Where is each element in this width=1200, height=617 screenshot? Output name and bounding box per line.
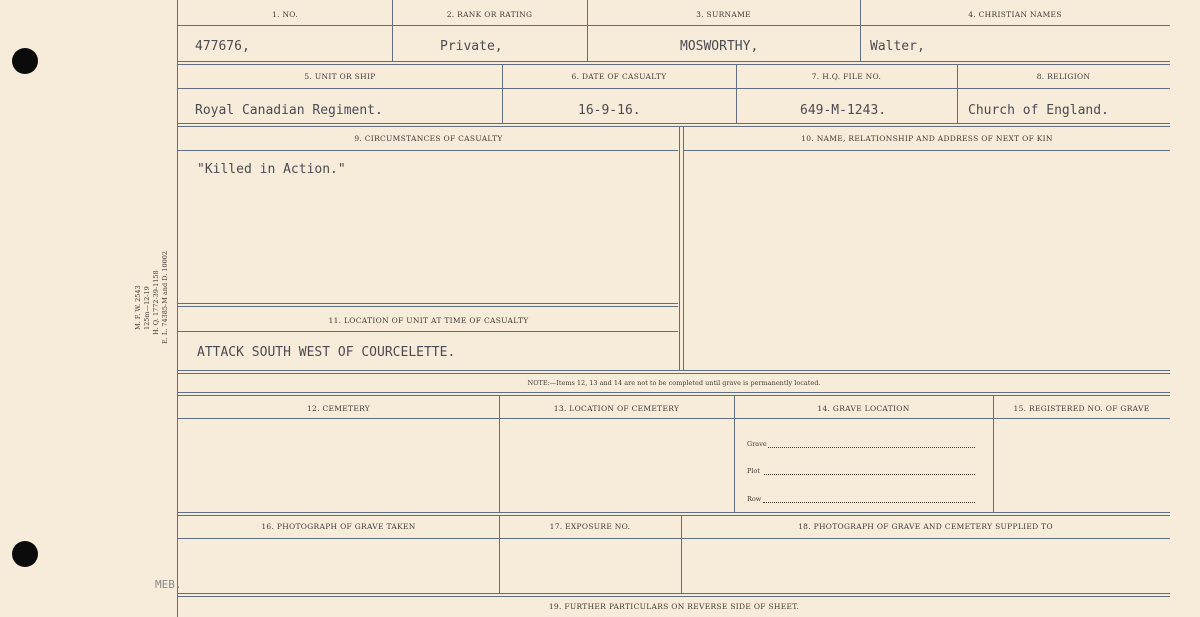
label-further-particulars: 19. FURTHER PARTICULARS ON REVERSE SIDE OF SHEET. bbox=[548, 602, 800, 611]
divider bbox=[993, 396, 994, 512]
rule bbox=[178, 392, 1170, 396]
divider bbox=[734, 396, 735, 512]
plot-line bbox=[764, 474, 975, 475]
rule bbox=[178, 25, 1170, 26]
rule bbox=[178, 331, 678, 332]
value-file-no: 649-M-1243. bbox=[800, 103, 887, 118]
value-christian-names: Walter, bbox=[870, 39, 925, 54]
label-photograph-taken: 16. PHOTOGRAPH OF GRAVE TAKEN bbox=[261, 522, 416, 531]
rule bbox=[178, 370, 1170, 374]
rule bbox=[178, 61, 1170, 65]
grave-label: Grave bbox=[747, 440, 767, 448]
label-location-of-cemetery: 13. LOCATION OF CEMETERY bbox=[553, 404, 680, 413]
label-christian-names: 4. CHRISTIAN NAMES bbox=[968, 10, 1062, 19]
value-rank: Private, bbox=[440, 39, 503, 54]
label-religion: 8. RELIGION bbox=[1036, 72, 1091, 81]
value-no: 477676, bbox=[195, 39, 250, 54]
rule bbox=[178, 593, 1170, 597]
label-location-of-unit: 11. LOCATION OF UNIT AT TIME OF CASUALTY bbox=[328, 316, 529, 325]
label-unit: 5. UNIT OR SHIP bbox=[304, 72, 376, 81]
rule bbox=[178, 418, 1170, 419]
divider bbox=[683, 127, 684, 370]
label-file-no: 7. H.Q. FILE NO. bbox=[811, 72, 882, 81]
rule bbox=[178, 150, 678, 151]
label-next-of-kin: 10. NAME, RELATIONSHIP AND ADDRESS OF NEXT OF KIN bbox=[801, 134, 1053, 143]
side-code-3: H. Q. 1772-39-1158 bbox=[152, 270, 160, 335]
divider bbox=[679, 127, 680, 370]
label-registered-no: 15. REGISTERED NO. OF GRAVE bbox=[1013, 404, 1150, 413]
value-location-of-unit: ATTACK SOUTH WEST OF COURCELETTE. bbox=[197, 345, 456, 360]
value-religion: Church of England. bbox=[968, 103, 1109, 118]
row-line bbox=[763, 502, 975, 503]
rule bbox=[684, 150, 1170, 151]
rule bbox=[178, 88, 1170, 89]
note-text: NOTE:—Items 12, 13 and 14 are not to be completed until grave is permanently located. bbox=[527, 379, 821, 387]
label-cemetery: 12. CEMETERY bbox=[306, 404, 371, 413]
grave-line bbox=[768, 447, 975, 448]
plot-label: Plot bbox=[747, 467, 760, 475]
label-exposure-no: 17. EXPOSURE NO. bbox=[549, 522, 631, 531]
side-code-2: 125m—12-19 bbox=[143, 286, 151, 330]
rule bbox=[178, 512, 1170, 516]
label-surname: 3. SURNAME bbox=[696, 10, 751, 19]
value-circumstances: "Killed in Action." bbox=[197, 162, 346, 177]
punch-hole-bottom bbox=[12, 541, 38, 567]
value-unit: Royal Canadian Regiment. bbox=[195, 103, 383, 118]
divider bbox=[499, 396, 500, 512]
label-grave-location: 14. GRAVE LOCATION bbox=[817, 404, 910, 413]
rule bbox=[178, 538, 1170, 539]
label-date: 6. DATE OF CASUALTY bbox=[571, 72, 667, 81]
label-photograph-supplied-to: 18. PHOTOGRAPH OF GRAVE AND CEMETERY SUPPLIED TO bbox=[798, 522, 1053, 531]
label-no: 1. NO. bbox=[272, 10, 298, 19]
side-code-1: M. F. W. 2543 bbox=[134, 285, 142, 330]
rule bbox=[178, 123, 1170, 127]
row-label: Row bbox=[747, 495, 762, 503]
label-circumstances: 9. CIRCUMSTANCES OF CASUALTY bbox=[354, 134, 503, 143]
value-date: 16-9-16. bbox=[578, 103, 641, 118]
label-rank: 2. RANK OR RATING bbox=[446, 10, 533, 19]
stamp-initials: MEB. bbox=[155, 578, 182, 591]
rule bbox=[178, 303, 678, 307]
side-code-4: E. L. 74385-M and D. 10002 bbox=[161, 251, 169, 344]
value-surname: MOSWORTHY, bbox=[680, 39, 759, 54]
punch-hole-top bbox=[12, 48, 38, 74]
